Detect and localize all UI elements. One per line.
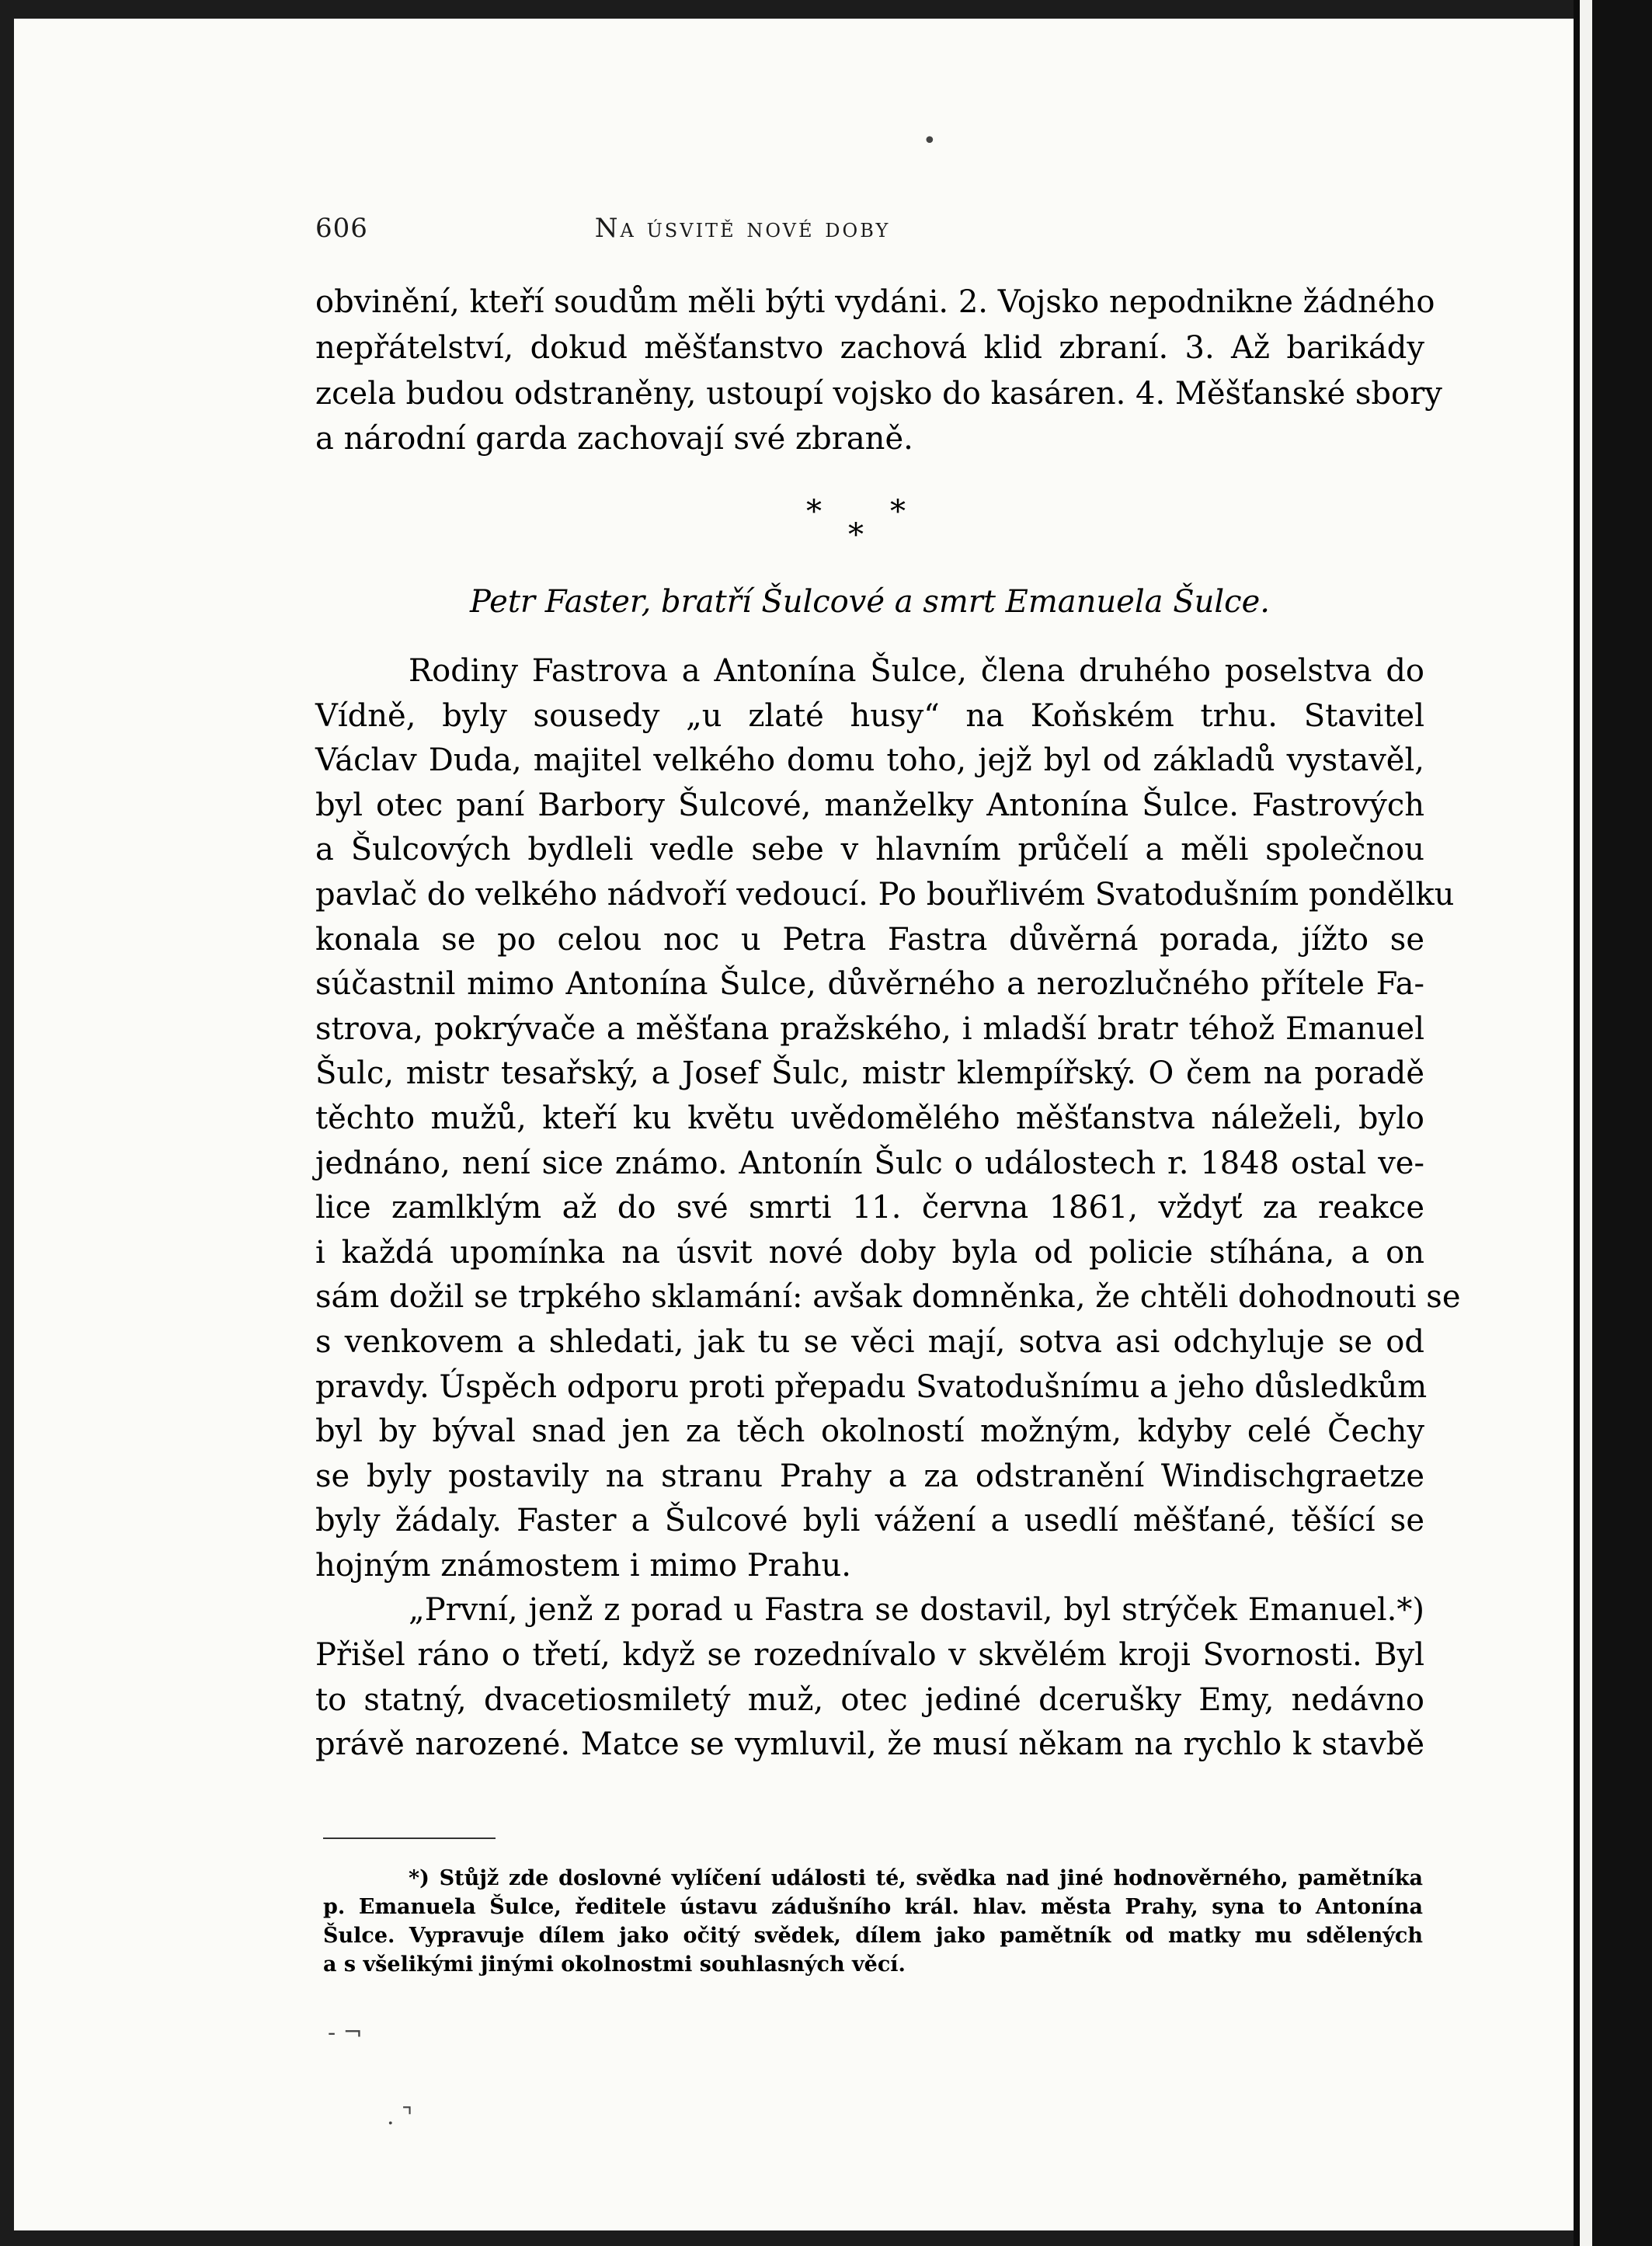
- asterisk: *: [806, 494, 822, 530]
- text-line: a Šulcových bydleli vedle sebe v hlavním průčelí a měli společnou: [315, 832, 1424, 868]
- section-title: Petr Faster, bratří Šulcové a smrt Emanuela Šulce.: [470, 584, 1270, 620]
- footnote-line: *) Stůjž zde doslovné vylíčení události té, svědka nad jiné hodnověrného, pamětníka: [409, 1866, 1423, 1890]
- text-line: pavlač do velkého nádvoří vedoucí. Po bouřlivém Svatodušním pondělku: [315, 876, 1455, 913]
- text-line: Vídně, byly sousedy „u zlaté husy“ na Koňském trhu. Stavitel: [315, 697, 1424, 734]
- ink-mark: . ⌝: [387, 2103, 413, 2130]
- ink-mark: •: [923, 127, 937, 155]
- text-line: Václav Duda, majitel velkého domu toho, jejž byl od základů vystavěl,: [315, 742, 1424, 779]
- text-line: těchto mužů, kteří ku květu uvědomělého měšťanstva náleželi, bylo: [315, 1100, 1424, 1136]
- text-line: hojným známostem i mimo Prahu.: [315, 1547, 851, 1584]
- asterism: [800, 494, 924, 556]
- text-line: to statný, dvacetiosmiletý muž, otec jediné dcerušky Emy, nedávno: [315, 1681, 1424, 1718]
- opening-text: [315, 280, 1442, 462]
- body-text: [315, 649, 1461, 1768]
- text-line: strova, pokrývače a měšťana pražského, i mladší bratr téhož Emanuel: [315, 1010, 1424, 1047]
- running-title: Na úsvitě nové doby: [594, 213, 891, 244]
- text-line: Rodiny Fastrova a Antonína Šulce, člena druhého poselstva do: [409, 653, 1424, 689]
- footnote: [323, 1864, 1423, 1979]
- footnote-line: a s všelikými jinými okolnostmi souhlasných věcí.: [323, 1952, 906, 1977]
- asterisk: *: [890, 494, 906, 530]
- text-line: Šulc, mistr tesařský, a Josef Šulc, mistr klempířský. O čem na poradě: [315, 1055, 1424, 1092]
- text-line: súčastnil mimo Antonína Šulce, důvěrného a nerozlučného přítele Fa-: [315, 966, 1424, 1003]
- text-line: nepřátelství, dokud měšťanstvo zachová klid zbraní. 3. Až barikády: [315, 329, 1424, 366]
- text-line: a národní garda zachovají své zbraně.: [315, 421, 913, 457]
- text-line: sám dožil se trpkého sklamání: avšak domněnka, že chtěli dohodnouti se: [315, 1279, 1461, 1316]
- page-number: 606: [315, 213, 368, 244]
- footnote-rule: [323, 1837, 496, 1839]
- paragraph: [315, 649, 1461, 1588]
- ink-mark: - ¬: [328, 2019, 363, 2046]
- text-line: obvinění, kteří soudům měli býti vydáni. 2. Vojsko nepodnikne žádného: [315, 284, 1435, 320]
- text-line: s venkovem a shledati, jak tu se věci mají, sotva asi odchyluje se od: [315, 1323, 1424, 1360]
- text-line: se byly postavily na stranu Prahy a za odstranění Windischgraetze: [315, 1458, 1424, 1494]
- text-line: zcela budou odstraněny, ustoupí vojsko do kasáren. 4. Měšťanské sbory: [315, 375, 1442, 412]
- asterisk: *: [848, 517, 864, 553]
- footnote-line: p. Emanuela Šulce, ředitele ústavu zádušního král. hlav. města Prahy, syna to Antonína: [323, 1895, 1423, 1919]
- page-header: [315, 213, 1076, 259]
- text-line: Přišel ráno o třetí, když se rozednívalo v skvělém kroji Svornosti. Byl: [315, 1637, 1424, 1674]
- text-line: jednáno, není sice známo. Antonín Šulc o událostech r. 1848 ostal ve-: [315, 1145, 1424, 1181]
- text-line: byl by býval snad jen za těch okolností možným, kdyby celé Čechy: [315, 1413, 1424, 1450]
- footnote-line: Šulce. Vypravuje dílem jako očitý svědek, dílem jako pamětník od matky mu sdělených: [323, 1924, 1423, 1948]
- text-line: byl otec paní Barbory Šulcové, manželky Antonína Šulce. Fastrových: [315, 787, 1424, 823]
- text-line: pravdy. Úspěch odporu proti přepadu Svatodušnímu a jeho důsledkům: [315, 1368, 1428, 1405]
- text-line: lice zamlklým až do své smrti 11. června 1861, vždyť za reakce: [315, 1190, 1424, 1226]
- text-line: konala se po celou noc u Petra Fastra důvěrná porada, jížto se: [315, 921, 1424, 958]
- text-line: byly žádaly. Faster a Šulcové byli vážení a usedlí měšťané, těšící se: [315, 1503, 1424, 1539]
- text-line: právě narozené. Matce se vymluvil, že musí někam na rychlo k stavbě: [315, 1726, 1424, 1763]
- text-line: „První, jenž z porad u Fastra se dostavil, byl strýček Emanuel.*): [409, 1592, 1424, 1629]
- text-line: i každá upomínka na úsvit nové doby byla od policie stíhána, a on: [315, 1234, 1424, 1271]
- page-edge: [1574, 0, 1652, 2246]
- paragraph: [315, 1588, 1424, 1767]
